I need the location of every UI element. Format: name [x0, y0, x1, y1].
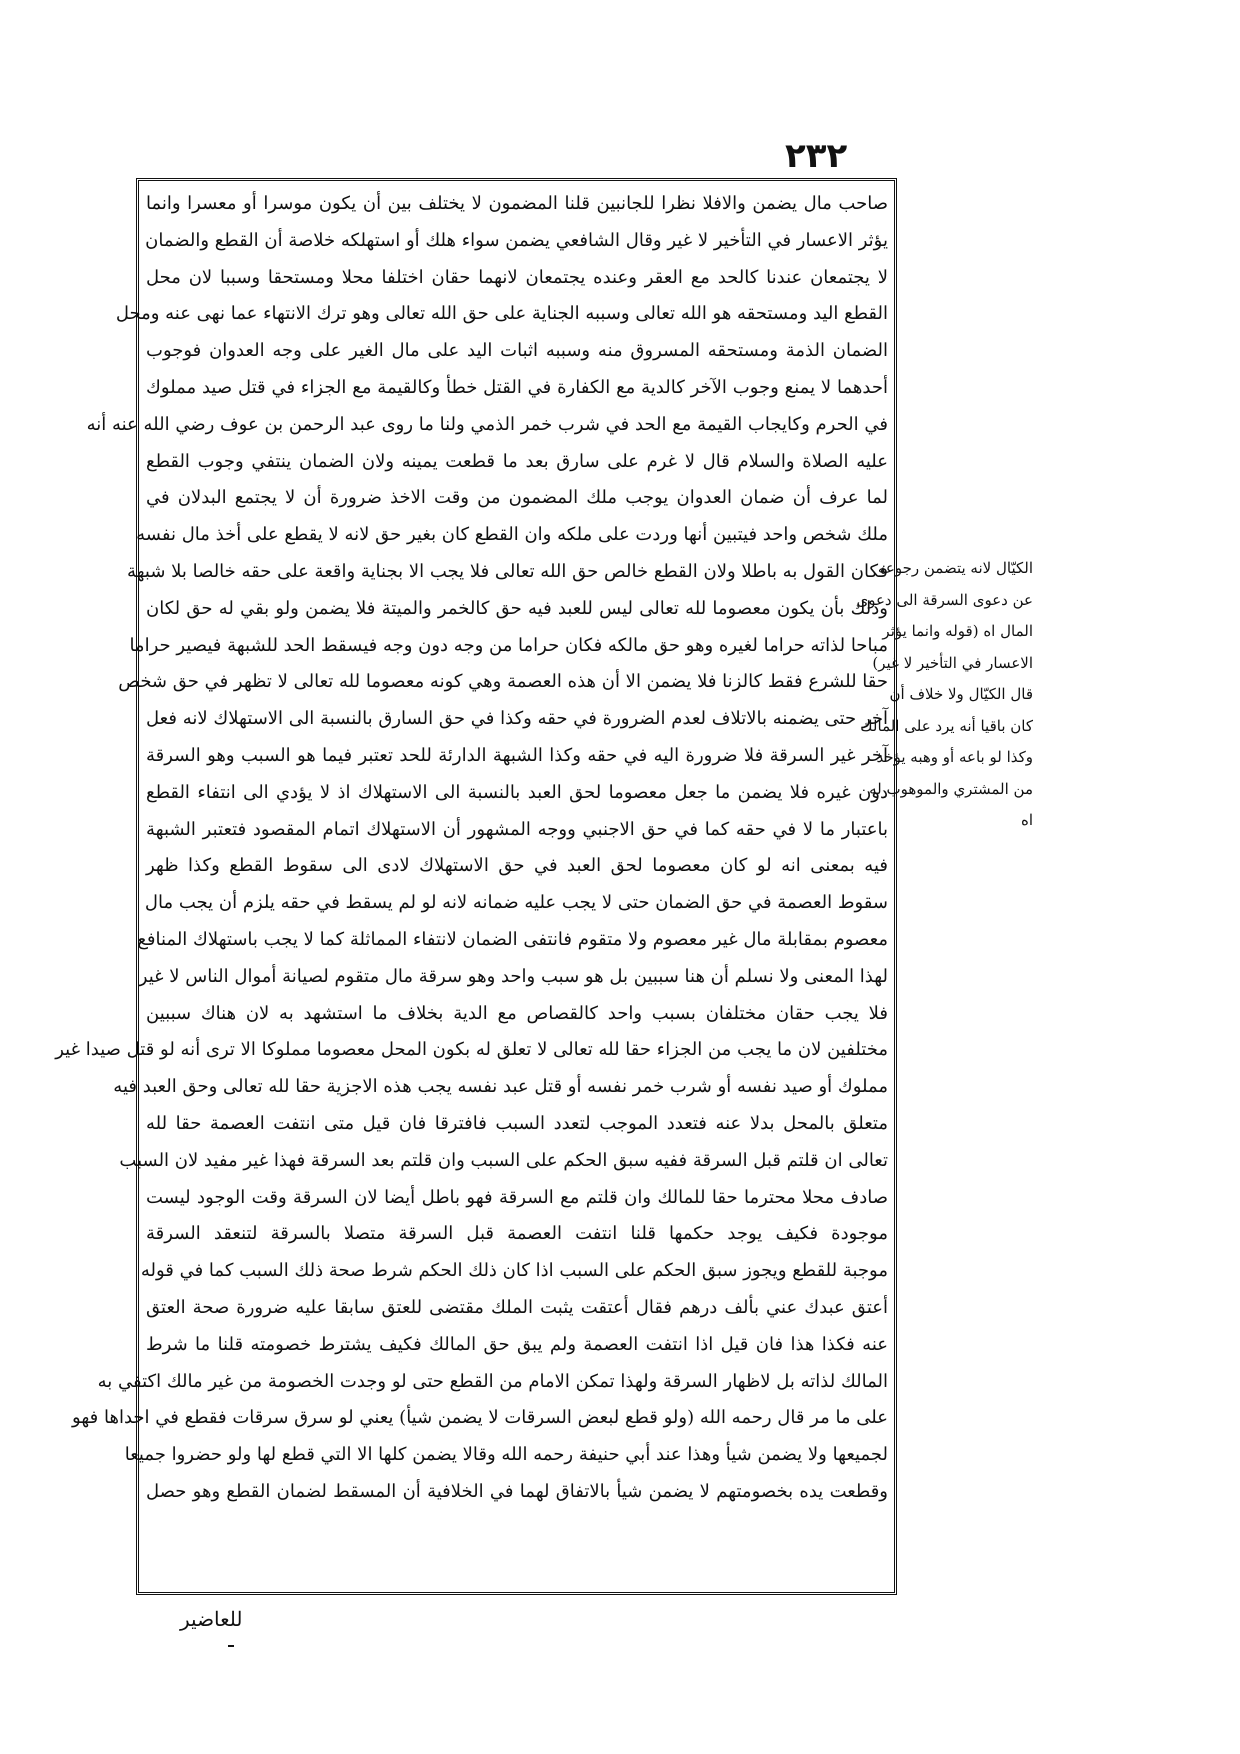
text-line: وذلك بأن يكون معصوما لله تعالى ليس للعبد فيه حق كالخمر والميتة فلا يضمن ولو بقي له حق لكان: [146, 597, 888, 619]
margin-line: كان باقيا أنه يرد على المالك: [860, 716, 1033, 735]
text-line: ملك شخص واحد فيتبين أنها وردت على ملكه وان القطع كان بغير حق لانه لا يقطع على أخذ مال نفسه: [136, 524, 888, 546]
text-line: مختلفين لان ما يجب من الجزاء حقا لله تعالى لا تعلق له بكون المحل معصوما مملوكا الا ترى أنه لو قتل صيدا غير: [55, 1039, 888, 1061]
text-line: فيه بمعنى انه لو كان معصوما لحق العبد في حق الاستهلاك لادى الى سقوط القطع وكذا ظهر: [146, 855, 888, 877]
text-line: لجميعها ولا يضمن شيأ وهذا عند أبي حنيفة رحمه الله وقالا يضمن كلها الا التي قطع لها ولو حضروا جميعا: [124, 1444, 888, 1466]
catchword: للعاضير: [180, 1607, 243, 1631]
text-line: موجبة للقطع ويجوز سبق الحكم على السبب اذا كان ذلك الحكم شرط صحة ذلك السبب كما في قوله: [140, 1260, 888, 1282]
margin-line: من المشتري والموهوب له: [869, 779, 1033, 798]
margin-line: عن دعوى السرقة الى دعوى: [856, 590, 1033, 609]
text-line: سقوط العصمة في حق الضمان حتى لا يجب عليه ضمانه لانه لو لم يسقط في حقه يلزم أن يجب مال: [144, 892, 888, 914]
text-line: معصوم بمقابلة مال غير معصوم ولا متقوم فانتفى الضمان لانتفاء المماثلة كما لا يجب باستهلاك المنافع: [137, 928, 888, 950]
text-line: حقا للشرع فقط كالزنا فلا يضمن الا أن هذه العصمة وهي كونه معصوما لله تعالى لا تظهر في حق شخص: [118, 671, 888, 693]
margin-line: المال اه (قوله وانما يؤثر: [882, 622, 1033, 640]
text-line: دون غيره فلا يضمن ما جعل معصوما لحق العبد بالنسبة الى الاستهلاك اذ لا يؤدي الى انتفاء القطع: [146, 781, 888, 803]
page-number: ٢٣٢: [785, 136, 848, 176]
text-line: القطع اليد ومستحقه هو الله تعالى وسببه الجناية على حق الله تعالى وهو ترك الانتهاء عما نهى عنه ومحل: [115, 303, 888, 325]
text-line: عنه فكذا هذا فان قيل اذا انتفت العصمة ولم يبق حق المالك فكيف يشترط خصومته قلنا ما شرط: [146, 1333, 888, 1355]
text-line: فكان القول به باطلا ولان القطع خالص حق الله تعالى فلا يجب الا بجناية واقعة على حقه خالصا بلا شبهة: [126, 560, 888, 582]
text-line: أعتق عبدك عني بألف درهم فقال أعتقت يثبت الملك مقتضى للعتق سابقا عليه ضرورة صحة العتق: [146, 1296, 888, 1318]
margin-line: قال الكيّال ولا خلاف أن: [889, 685, 1033, 703]
margin-line: وكذا لو باعه أو وهبه يؤخذ: [876, 748, 1033, 766]
text-line: مملوك أو صيد نفسه أو شرب خمر نفسه أو قتل عبد نفسه يجب هذه الاجزية حقا لله تعالى وحق العبد فيه: [113, 1076, 888, 1098]
text-line: متعلق بالمحل بدلا عنه فتعدد الموجب لتعدد السبب فافترقا فان قيل متى انتفت العصمة حقا لله: [146, 1112, 888, 1134]
text-line: وقطعت يده بخصومتهم لا يضمن شيأ بالاتفاق لهما في الخلافية أن المسقط لضمان القطع وهو حصل: [146, 1480, 888, 1502]
text-line: لما عرف أن ضمان العدوان يوجب ملك المضمون من وقت الاخذ ضرورة أن لا يجتمع البدلان في: [146, 487, 888, 509]
margin-line: الاعسار في التأخير لا غير): [872, 653, 1033, 672]
text-line: المالك لذاته بل لاظهار السرقة ولهذا تمكن الامام من القطع حتى لو وجدت الخصومة من غير مالك اكتفي به: [97, 1370, 888, 1392]
catchword-mark: [228, 1640, 234, 1647]
margin-commentary: [856, 553, 1033, 837]
main-text-block: [55, 186, 888, 1586]
text-line: لهذا المعنى ولا نسلم أن هنا سببين بل هو سبب واحد وهو سرقة مال متقوم لصيانة أموال الناس لا غير: [138, 965, 888, 987]
text-line: باعتبار ما لا في حقه كما في حق الاجنبي ووجه المشهور أن الاستهلاك اتمام المقصود فتعتبر الشبهة: [146, 818, 888, 840]
text-line: يؤثر الاعسار في التأخير لا غير وقال الشافعي يضمن سواء هلك أو استهلكه خلاصة أن القطع والضمان: [145, 229, 888, 251]
text-line: عليه الصلاة والسلام قال لا غرم على سارق بعد ما قطعت يمينه ولان الضمان ينتفي وجوب القطع: [146, 450, 888, 472]
text-line: صادف محلا محترما حقا للمالك وان قلتم مع السرقة فهو باطل أيضا لان السرقة وقت الوجود ليست: [146, 1186, 888, 1208]
text-line: مباحا لذاته حراما لغيره وهو حق مالكه فكان حراما من وجه دون وجه فيسقط الحد للشبهة فيصير حراما: [129, 634, 888, 656]
text-line: صاحب مال يضمن والافلا نظرا للجانبين قلنا المضمون لا يختلف بين أن يكون موسرا أو معسرا وانما: [146, 193, 888, 214]
margin-line: اه: [1020, 811, 1033, 829]
text-line: أحدهما لا يمنع وجوب الآخر كالدية مع الكفارة في القتل خطأ وكالقيمة مع الجزاء في قتل صيد مملوك: [146, 376, 888, 398]
text-line: في الحرم وكايجاب القيمة مع الحد في شرب خمر الذمي ولنا ما روى عبد الرحمن بن عوف رضي الله عنه أنه: [86, 413, 888, 435]
text-line: فلا يجب حقان مختلفان بسبب واحد كالقصاص مع الدية بخلاف ما استشهد به لان هناك سببين: [146, 1002, 888, 1024]
text-line: موجودة فكيف يوجد حكمها قلنا انتفت العصمة قبل السرقة متصلا بالسرقة لتنعقد السرقة: [146, 1223, 888, 1245]
text-line: آخر غير السرقة فلا ضرورة اليه في حقه وكذا الشبهة الدارئة للحد تعتبر فيما هو السبب وهو السرقة: [146, 744, 888, 766]
text-line: تعالى ان قلتم قبل السرقة ففيه سبق الحكم على السبب وان قلتم بعد السرقة فهذا غير مفيد لان السبب: [119, 1149, 888, 1171]
text-line: آخر حتى يضمنه بالاتلاف لعدم الضرورة في حقه وكذا في حق السارق بالنسبة الى الاستهلاك لانه فعل: [146, 708, 888, 730]
text-line: لا يجتمعان عندنا كالحد مع العقر وعنده يجتمعان لانهما حقان اختلفا محلا ومستحقا وسببا لان محل: [146, 266, 888, 288]
margin-line: الكيّال لانه يتضمن رجوعه: [877, 559, 1033, 577]
text-line: الضمان الذمة ومستحقه المسروق منه وسببه اثبات اليد على مال الغير على وجه العدوان فوجوب: [146, 340, 888, 362]
text-line: على ما مر قال رحمه الله (ولو قطع لبعض السرقات لا يضمن شيأ) يعني لو سرق سرقات فقطع في احداها فهو: [72, 1407, 888, 1429]
